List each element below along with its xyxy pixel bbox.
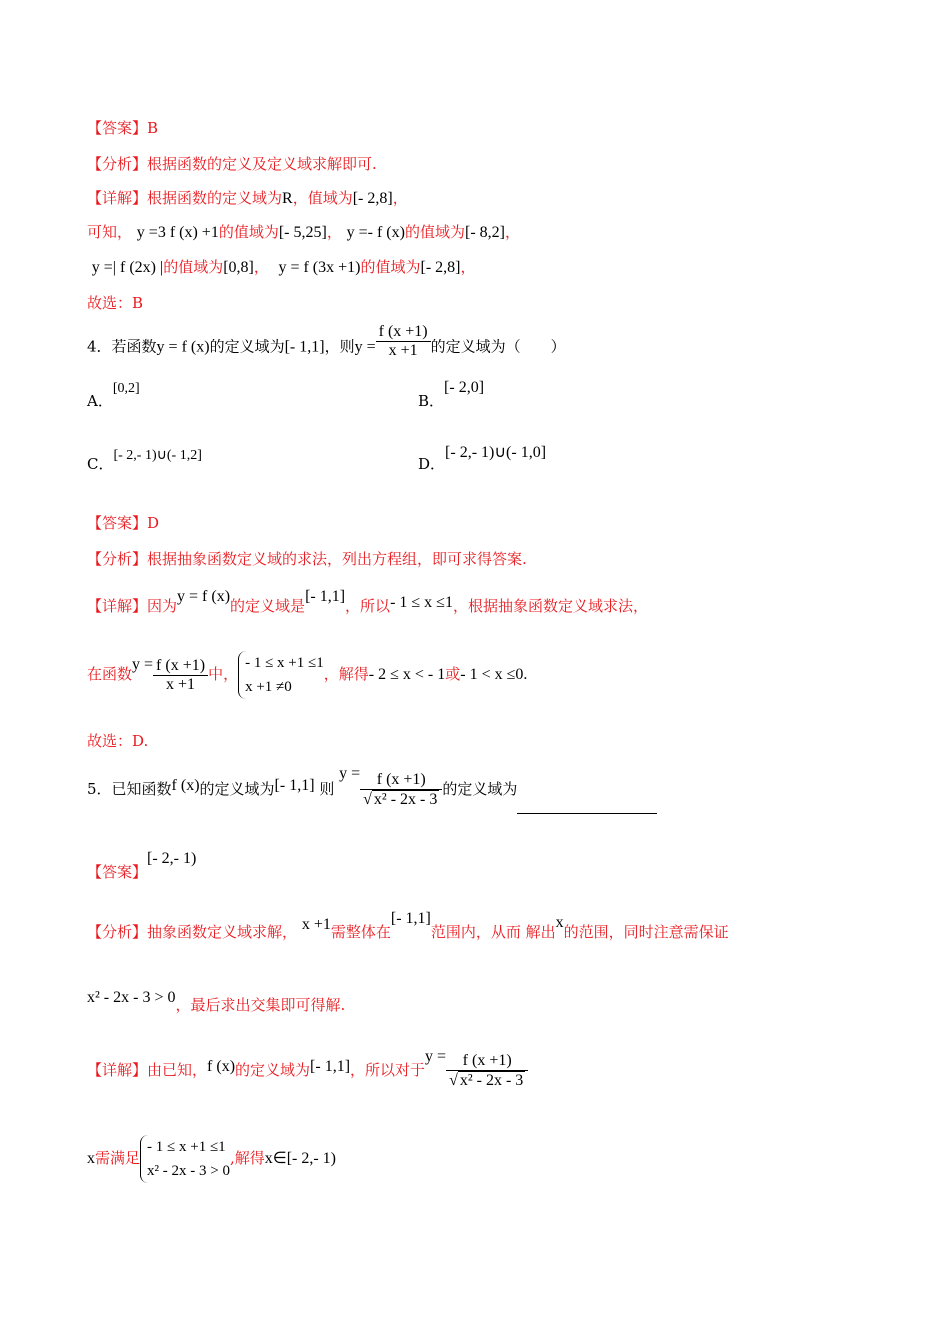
equation-system bbox=[238, 651, 324, 699]
stem-text: 的定义域为 bbox=[442, 780, 518, 798]
system-row: x +1 ≠0 bbox=[245, 679, 292, 695]
math-y-eq: y = bbox=[425, 1048, 447, 1065]
stem-text: ，则 bbox=[324, 337, 355, 356]
math-range: [- 8,2] bbox=[464, 224, 505, 241]
detail-text: 由已知， bbox=[147, 1061, 208, 1079]
fraction-numerator: f (x +1) bbox=[446, 1052, 528, 1071]
math-domain: [- 1,1] bbox=[390, 910, 431, 927]
q5-detail-line-2 bbox=[87, 1130, 336, 1187]
fraction-denominator: x +1 bbox=[166, 675, 196, 693]
detail-text: 的值域为 bbox=[404, 223, 465, 241]
option-label: B． bbox=[418, 392, 445, 410]
math-expr: y =- f (x) bbox=[346, 224, 405, 241]
math-expr: y = f (3x +1) bbox=[278, 259, 361, 276]
punct: ， bbox=[253, 258, 269, 276]
math-func: f (x) bbox=[207, 1058, 236, 1075]
fraction-numerator: f (x +1) bbox=[360, 771, 442, 790]
question-number: 4．若函数 bbox=[87, 337, 157, 356]
fraction bbox=[446, 1052, 528, 1090]
fraction-denominator: √ x² - 2x - 3 bbox=[449, 1072, 524, 1089]
option-value: [- 2,0] bbox=[444, 379, 485, 396]
answer-tag: 【答案】 bbox=[87, 514, 148, 532]
detail-text: 的定义域为 bbox=[235, 1061, 311, 1079]
detail-text: 在函数 bbox=[87, 665, 133, 683]
q5-answer bbox=[87, 852, 196, 893]
option-label: A． bbox=[87, 392, 113, 410]
stem-text: 则 bbox=[319, 780, 335, 798]
math-expr: y =3 f (x) +1 bbox=[136, 224, 219, 241]
q4-analysis bbox=[87, 549, 527, 569]
math-domain: [- 1,1] bbox=[284, 338, 325, 356]
option-a[interactable] bbox=[87, 381, 140, 411]
fraction-numerator: f (x +1) bbox=[153, 657, 208, 676]
q5-analysis-line-1 bbox=[87, 912, 729, 953]
math-inequality: - 1 < x ≤0 bbox=[460, 666, 524, 683]
math-func: y = f (x) bbox=[177, 588, 231, 605]
answer-value: [- 2,- 1) bbox=[147, 850, 197, 867]
punct: ， bbox=[504, 223, 520, 241]
detail-text: 因为 bbox=[147, 597, 178, 615]
option-c[interactable] bbox=[87, 448, 202, 474]
fraction bbox=[360, 771, 442, 809]
analysis-text: 根据函数的定义及定义域求解即可. bbox=[147, 155, 377, 173]
detail-text: 或 bbox=[445, 665, 461, 683]
detail-text: 根据函数的定义域为 bbox=[147, 189, 283, 207]
detail-text: 可知， bbox=[87, 223, 133, 241]
stem-text: 的定义域为（ ） bbox=[430, 337, 566, 356]
analysis-text: 的范围，同时注意需保证 bbox=[563, 923, 729, 941]
fraction-denominator: √ x² - 2x - 3 bbox=[363, 791, 438, 808]
q5-detail-line-1 bbox=[87, 1045, 528, 1096]
option-value: [0,2] bbox=[112, 381, 140, 396]
q4-stem bbox=[87, 323, 566, 360]
analysis-tag: 【分析】 bbox=[87, 923, 148, 941]
option-label: C． bbox=[87, 455, 114, 473]
analysis-text: 范围内，从而 解出 bbox=[430, 923, 556, 941]
math-range: [- 5,25] bbox=[278, 224, 327, 241]
analysis-tag: 【分析】 bbox=[87, 155, 148, 173]
answer-blank[interactable] bbox=[517, 797, 657, 814]
detail-tag: 【详解】 bbox=[87, 189, 148, 207]
answer-tag: 【答案】 bbox=[87, 119, 148, 137]
punct: . bbox=[523, 666, 528, 683]
math-y-eq: y = bbox=[339, 765, 361, 782]
stem-text: 的定义域为 bbox=[209, 337, 285, 356]
punct: ， bbox=[392, 189, 408, 207]
q4-conclusion: 故选：D. bbox=[87, 732, 149, 750]
math-func: f (x) bbox=[171, 777, 200, 794]
q5-stem bbox=[87, 765, 657, 814]
math-range: [- 2,8] bbox=[420, 259, 461, 276]
math-expr: x +1 bbox=[301, 916, 331, 933]
q3-conclusion: 故选：B bbox=[87, 294, 144, 312]
detail-text: 的值域为 bbox=[163, 258, 224, 276]
detail-text: ，根据抽象函数定义域求法， bbox=[452, 597, 648, 615]
q4-detail-line-2 bbox=[87, 646, 527, 703]
detail-text: ,解得 bbox=[229, 1149, 265, 1167]
option-value: [- 2,- 1)∪(- 1,2] bbox=[113, 448, 202, 463]
option-d[interactable] bbox=[418, 444, 547, 474]
q3-analysis bbox=[87, 154, 377, 174]
math-domain: [- 1,1] bbox=[305, 588, 346, 605]
q3-answer bbox=[87, 118, 158, 138]
analysis-text: 根据抽象函数定义域的求法，列出方程组，即可求得答案. bbox=[147, 550, 527, 568]
answer-value: D bbox=[147, 514, 160, 532]
punct: ， bbox=[326, 223, 342, 241]
question-number: 5．已知函数 bbox=[87, 780, 172, 798]
system-row: x² - 2x - 3 > 0 bbox=[147, 1163, 230, 1179]
fraction bbox=[376, 323, 431, 360]
detail-text: 的值域为 bbox=[218, 223, 279, 241]
math-y-eq: y = bbox=[132, 656, 154, 673]
option-b[interactable] bbox=[418, 379, 485, 411]
sqrt-radicand: x² - 2x - 3 bbox=[459, 1072, 524, 1089]
detail-text: 需满足 bbox=[95, 1149, 141, 1167]
q5-analysis-line-2 bbox=[87, 990, 345, 1021]
q3-detail-line-3 bbox=[87, 257, 475, 278]
detail-text: ，所以对于 bbox=[350, 1061, 426, 1079]
math-inequality: x² - 2x - 3 > 0 bbox=[87, 989, 176, 1006]
analysis-tag: 【分析】 bbox=[87, 550, 148, 568]
analysis-text: 需整体在 bbox=[330, 923, 391, 941]
analysis-text: ，最后求出交集即可得解. bbox=[175, 996, 346, 1014]
q3-detail-line-2 bbox=[87, 222, 520, 243]
q4-detail-line-1 bbox=[87, 588, 648, 617]
math-y-eq: y = bbox=[354, 338, 376, 356]
analysis-text: 抽象函数定义域求解， bbox=[147, 923, 298, 941]
fraction-numerator: f (x +1) bbox=[376, 323, 431, 342]
math-range: [- 2,8] bbox=[352, 190, 393, 207]
detail-text: 的值域为 bbox=[360, 258, 421, 276]
math-inequality: - 2 ≤ x < - 1 bbox=[368, 666, 446, 683]
detail-text: ，值域为 bbox=[292, 189, 353, 207]
q3-detail-line-1 bbox=[87, 188, 408, 209]
math-inequality: - 1 ≤ x ≤1 bbox=[390, 594, 453, 611]
math-expr: y =| f (2x) | bbox=[91, 259, 164, 276]
equation-system bbox=[140, 1135, 230, 1183]
math-R: R bbox=[282, 190, 293, 207]
math-var: x bbox=[555, 914, 564, 931]
stem-text: 的定义域为 bbox=[199, 780, 275, 798]
option-label: D． bbox=[418, 455, 446, 473]
detail-tag: 【详解】 bbox=[87, 597, 148, 615]
math-range: [0,8] bbox=[223, 259, 254, 276]
math-var: x bbox=[87, 1150, 95, 1167]
answer-value: B bbox=[147, 119, 159, 137]
detail-text: 的定义域是 bbox=[230, 597, 306, 615]
math-solution: x∈[- 2,- 1) bbox=[264, 1150, 336, 1167]
detail-text: ，解得 bbox=[323, 665, 369, 683]
detail-text: 中， bbox=[208, 665, 239, 683]
math-domain: [- 1,1] bbox=[274, 777, 315, 794]
detail-text: ，所以 bbox=[345, 597, 391, 615]
math-func: y = f (x) bbox=[156, 338, 210, 356]
math-domain: [- 1,1] bbox=[310, 1058, 351, 1075]
punct: ， bbox=[460, 258, 476, 276]
detail-tag: 【详解】 bbox=[87, 1061, 148, 1079]
fraction-denominator: x +1 bbox=[388, 342, 418, 359]
sqrt-radicand: x² - 2x - 3 bbox=[373, 791, 438, 808]
answer-tag: 【答案】 bbox=[87, 863, 148, 881]
system-row: - 1 ≤ x +1 ≤1 bbox=[245, 655, 324, 671]
fraction bbox=[153, 657, 208, 694]
option-value: [- 2,- 1)∪(- 1,0] bbox=[445, 444, 547, 461]
system-row: - 1 ≤ x +1 ≤1 bbox=[147, 1139, 226, 1155]
q4-answer bbox=[87, 513, 159, 533]
